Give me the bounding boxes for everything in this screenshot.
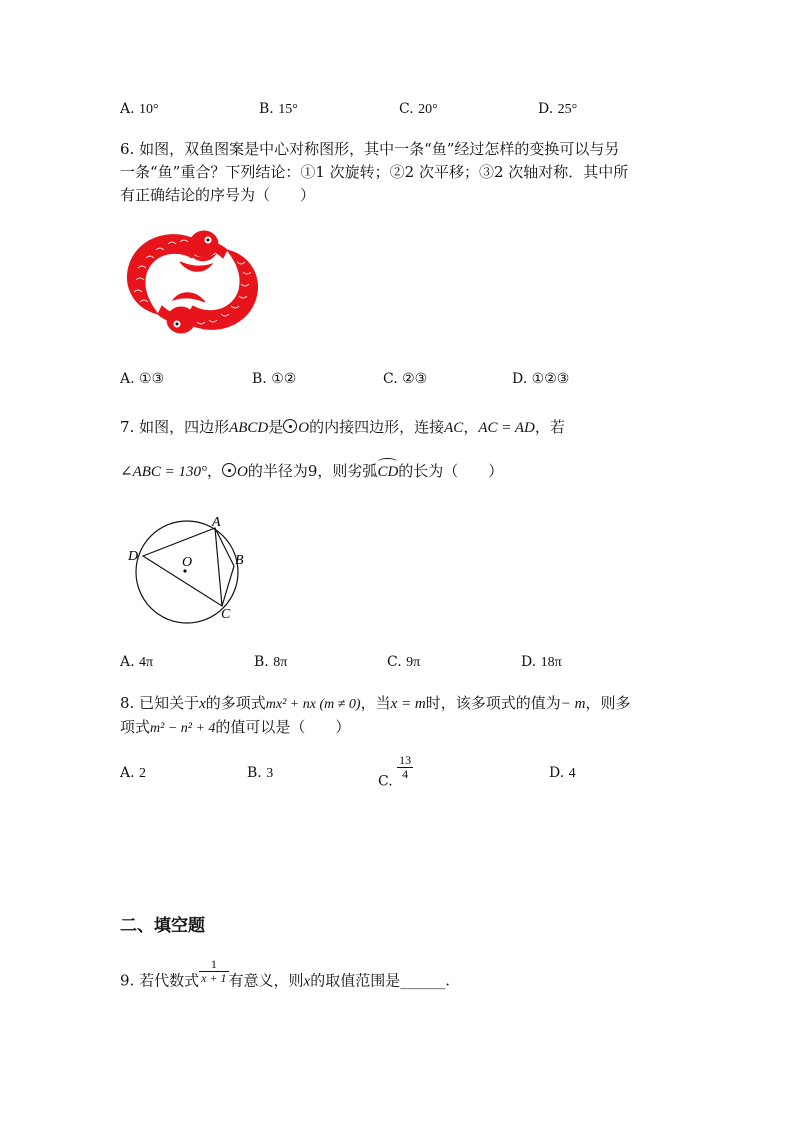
q8-option-a: A. 2 bbox=[120, 765, 147, 781]
q5-option-b: B. 15° bbox=[259, 101, 298, 117]
q6-option-c: C. ②③ bbox=[383, 371, 428, 387]
q8-option-c: C. $\frac{13}{4}$ bbox=[378, 753, 412, 790]
circle-dot-icon bbox=[283, 419, 297, 433]
q6-line-3: 有正确结论的序号为（ ） bbox=[120, 186, 316, 204]
arc-cd: CD bbox=[377, 461, 398, 483]
label-c: C bbox=[221, 607, 231, 622]
q9-line: 9. 若代数式 $\frac{1}{x + 1}$ 有意义，则x的取值范围是______. bbox=[120, 957, 450, 990]
circle-dot-icon bbox=[222, 463, 236, 477]
q8-line-2: 项式m² − n² + 4的值可以是（ ） bbox=[120, 718, 351, 736]
section-title: 二、填空题 bbox=[120, 916, 205, 936]
q8-option-b: B. 3 bbox=[247, 765, 274, 781]
double-fish-figure bbox=[120, 218, 265, 346]
q8-option-d: D. 4 bbox=[549, 765, 576, 781]
label-d: D bbox=[128, 549, 139, 564]
q5-option-d: D. 25° bbox=[538, 101, 578, 117]
label-a: A bbox=[212, 515, 221, 530]
circle-quadrilateral-figure bbox=[125, 512, 250, 624]
q7-line-2: ∠ABC = 130°， O的半径为9，则劣弧CD的长为（ ） bbox=[120, 460, 503, 483]
fraction-1-over-x-plus-1: $\frac{1}{x + 1}$ bbox=[201, 957, 227, 985]
fraction-13-4: $\frac{13}{4}$ bbox=[399, 753, 412, 781]
q6-option-d: D. ①②③ bbox=[512, 371, 570, 387]
q6-option-b: B. ①② bbox=[252, 371, 297, 387]
q7-option-d: D. 18π bbox=[521, 654, 562, 670]
label-o: O bbox=[182, 555, 193, 570]
q7-option-a: A. 4π bbox=[120, 654, 154, 670]
q5-option-a: A. 10° bbox=[120, 101, 159, 117]
q6-line-1: 6. 如图，双鱼图案是中心对称图形，其中一条“鱼”经过怎样的变换可以与另 bbox=[120, 140, 620, 158]
q8-line-1: 8. 已知关于x的多项式mx² + nx (m ≠ 0)，当x = m时，该多项式的值为− m，则多 bbox=[120, 694, 631, 712]
label-b: B bbox=[235, 553, 244, 568]
q5-option-c: C. 20° bbox=[399, 101, 438, 117]
q6-line-2: 一条“鱼”重合？下列结论：①1 次旋转；②2 次平移；③2 次轴对称．其中所 bbox=[120, 163, 629, 181]
q7-option-c: C. 9π bbox=[387, 654, 421, 670]
q6-option-a: A. ①③ bbox=[120, 371, 165, 387]
q7-line-1: 7. 如图，四边形ABCD是 O的内接四边形，连接AC，AC = AD，若 bbox=[120, 418, 565, 436]
q7-option-b: B. 8π bbox=[254, 654, 288, 670]
